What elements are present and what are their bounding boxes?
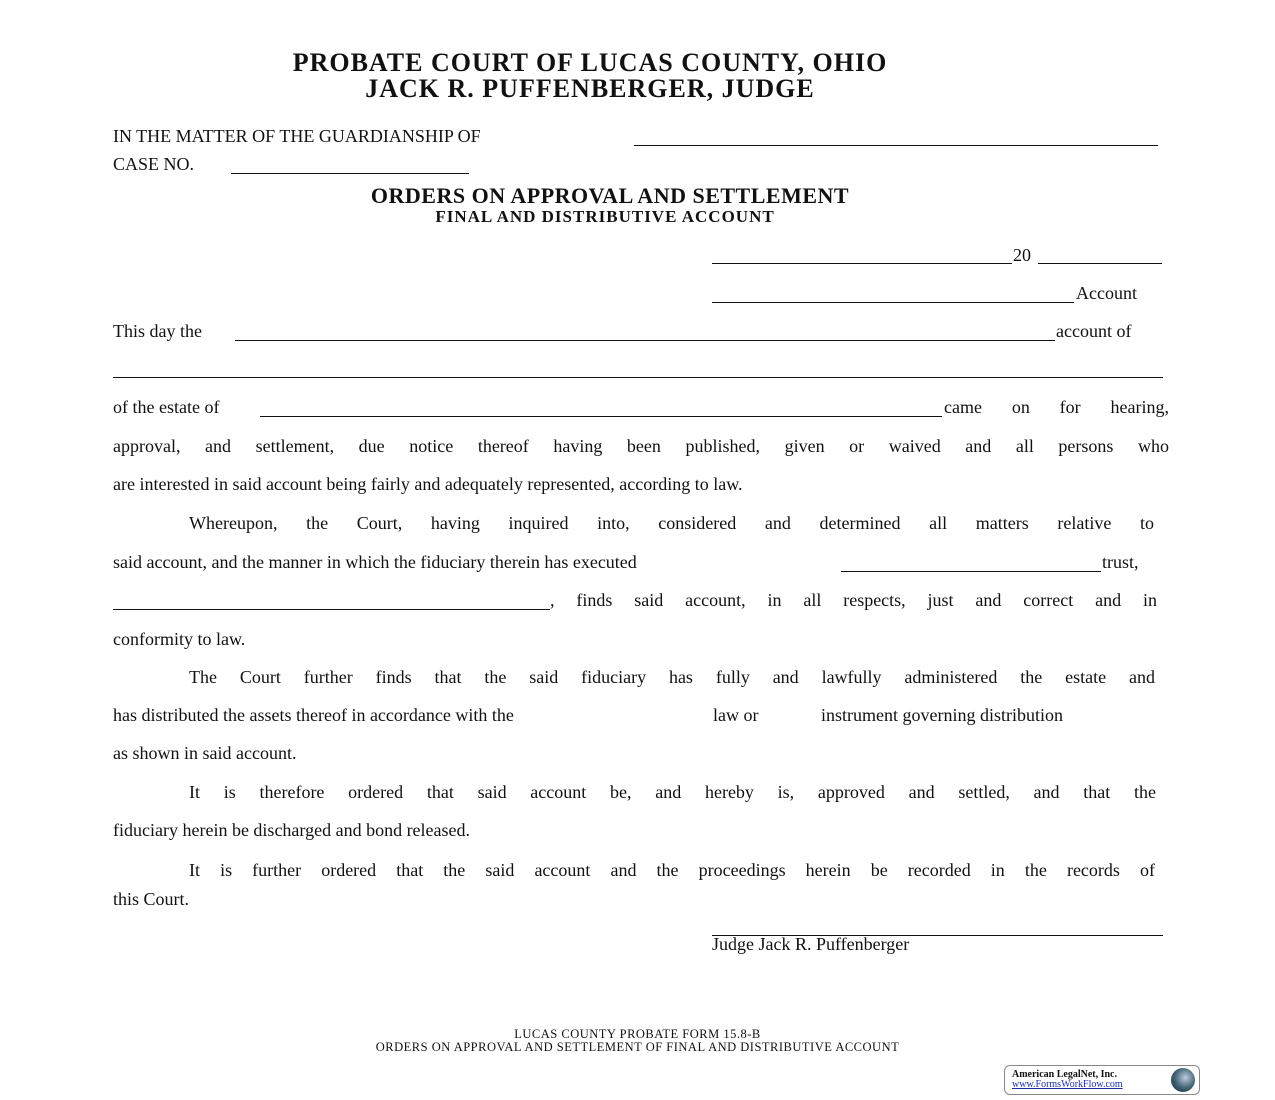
year-field[interactable]	[1038, 263, 1162, 264]
fiduciary-field[interactable]	[113, 377, 1163, 378]
form-title: ORDERS ON APPROVAL AND SETTLEMENT	[370, 183, 850, 208]
text-paragraph-further-finds: The Court further finds that the said fiduciary has fully and lawfully administered the estate and	[189, 667, 1155, 687]
text-line: , finds said account, in all respects, just and correct and in	[550, 590, 1157, 610]
text-line: as shown in said account.	[113, 743, 297, 763]
matter-label: IN THE MATTER OF THE GUARDIANSHIP OF	[113, 126, 481, 146]
option-instrument[interactable]: instrument governing distribution	[821, 705, 1063, 725]
logo-name: American LegalNet, Inc.	[1012, 1069, 1117, 1080]
date-field[interactable]	[712, 263, 1012, 264]
text-line: fiduciary herein be discharged and bond released.	[113, 820, 471, 840]
text-line: said account, and the manner in which the fiduciary therein has executed	[113, 552, 637, 572]
american-legalnet-logo[interactable]	[1004, 1065, 1200, 1095]
case-number-field[interactable]	[231, 173, 469, 174]
text-this-day: This day the	[113, 321, 202, 341]
text-account-of: account of	[1056, 321, 1132, 341]
capacity-field[interactable]	[113, 609, 550, 610]
judge-title: JACK R. PUFFENBERGER, JUDGE	[365, 74, 815, 103]
judge-signature-label: Judge Jack R. Puffenberger	[712, 934, 910, 954]
text-line: conformity to law.	[113, 629, 246, 649]
globe-icon	[1171, 1068, 1195, 1092]
text-paragraph-whereupon: Whereupon, the Court, having inquired into, considered and determined all matters relative to	[189, 513, 1154, 533]
account-name-field[interactable]	[235, 340, 1055, 341]
matter-field[interactable]	[634, 145, 1158, 146]
case-label: CASE NO.	[113, 154, 195, 174]
footer-form-number: LUCAS COUNTY PROBATE FORM 15.8-B	[514, 1027, 761, 1041]
text-came-on: came on for hearing,	[944, 397, 1169, 417]
estate-name-field[interactable]	[260, 416, 942, 417]
account-type-field[interactable]	[712, 302, 1074, 303]
form-subtitle: FINAL AND DISTRIBUTIVE ACCOUNT	[435, 207, 775, 226]
footer-description: ORDERS ON APPROVAL AND SETTLEMENT OF FINAL AND DISTRIBUTIVE ACCOUNT	[375, 1040, 900, 1054]
option-law[interactable]: law or	[713, 705, 759, 725]
text-paragraph-ordered: It is therefore ordered that said account be, and hereby is, approved and settled, and that the	[189, 782, 1156, 802]
text-paragraph-recorded: It is further ordered that the said account and the proceedings herein be recorded in the records of	[189, 860, 1155, 880]
text-line: has distributed the assets thereof in accordance with the	[113, 705, 514, 725]
text-line: this Court.	[113, 889, 190, 909]
text-estate-of: of the estate of	[113, 397, 220, 417]
text-trust: trust,	[1102, 552, 1139, 572]
court-title: PROBATE COURT OF LUCAS COUNTY, OHIO	[292, 48, 888, 77]
year-prefix: 20	[1013, 245, 1031, 265]
text-line: are interested in said account being fairly and adequately represented, according to law.	[113, 474, 743, 494]
account-label: Account	[1076, 283, 1137, 303]
pronoun-field[interactable]	[841, 571, 1101, 572]
logo-url[interactable]: www.FormsWorkFlow.com	[1012, 1079, 1123, 1090]
text-line: approval, and settlement, due notice thereof having been published, given or waived and all persons who	[113, 436, 1169, 456]
